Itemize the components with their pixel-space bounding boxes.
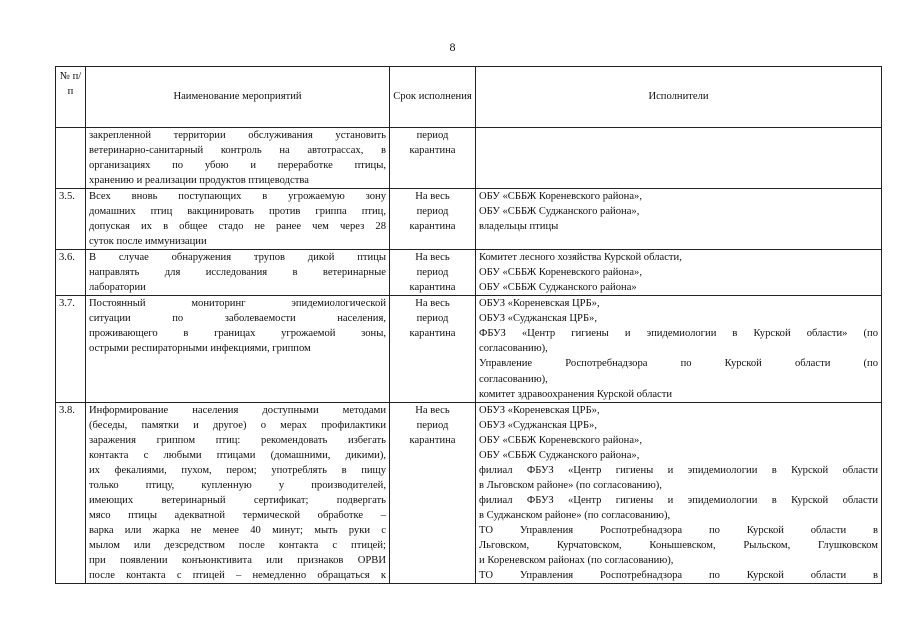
measure-term: [390, 189, 476, 250]
table-header-row: [56, 67, 882, 128]
executor-line: в Льговском районе» (по согласованию),: [479, 479, 662, 491]
measure-term-line: карантина: [409, 328, 456, 340]
measure-term-line: карантина: [409, 434, 456, 446]
measure-term-line: период: [416, 419, 449, 431]
measure-name: [86, 296, 390, 402]
measure-term-line: На весь: [415, 298, 450, 310]
executor-line: Управление Роспотребнадзора по Курской области (по: [479, 358, 878, 370]
executor-line: ФБУЗ «Центр гигиены и эпидемиологии в Курской области» (по: [479, 328, 878, 340]
measure-name: [86, 250, 390, 296]
measure-name-line: имеющих ветеринарный сертификат; подвергать: [89, 494, 386, 506]
measure-name-line: мылом или дезсредством после контакта с птицей;: [89, 539, 386, 551]
executor-line: ОБУ «СББЖ Кореневского района»,: [479, 434, 642, 446]
measure-term-line: На весь: [415, 404, 450, 416]
measure-executors: [476, 250, 882, 296]
measure-term: [390, 296, 476, 402]
measure-name-line: Информирование населения доступными методами: [89, 404, 386, 416]
executor-line: комитет здравоохранения Курской области: [479, 388, 673, 400]
executor-line: ОБУ «СББЖ Суджанского района»,: [479, 206, 640, 218]
measure-executors: [476, 189, 882, 250]
row-number: [56, 128, 86, 189]
measure-name-line: заражения гриппом птиц: рекомендовать избегать: [89, 434, 386, 446]
executor-line: ОБУЗ «Суджанская ЦРБ»,: [479, 313, 597, 325]
measure-name-line: допуская их в общее стадо не ранее чем через 28: [89, 221, 386, 233]
measure-name-line: контакта с любыми птицами (домашними, дикими),: [89, 449, 386, 461]
measure-term: [390, 250, 476, 296]
measure-term-line: период: [416, 313, 449, 325]
measure-name-line: (беседы, памятки и другое) о мерах профилактики: [89, 419, 386, 431]
executor-line: филиал ФБУЗ «Центр гигиены и эпидемиологии в Курской области: [479, 494, 878, 506]
measure-name-line: Постоянный мониторинг эпидемиологической: [89, 298, 386, 310]
measure-term: [390, 402, 476, 583]
measure-name-line: хранению и реализации продуктов птицеводства: [89, 175, 309, 187]
measure-term-line: карантина: [409, 145, 456, 157]
measure-name: [86, 402, 390, 583]
measure-name-line: направлять для исследования в ветеринарные: [89, 267, 386, 279]
measure-term-line: период: [416, 267, 449, 279]
measure-name-line: острыми респираторными инфекциями, гриппом: [89, 343, 311, 355]
measure-term-line: На весь: [415, 191, 450, 203]
table-row: [56, 189, 882, 250]
table-row: [56, 296, 882, 402]
measure-name-line: их фекалиями, пухом, пером; употреблять в пищу: [89, 464, 386, 476]
table-body: [56, 128, 882, 584]
measure-name-line: организациях по убою и переработке птицы,: [89, 160, 386, 172]
row-number: 3.7.: [56, 296, 86, 402]
executor-line: ОБУЗ «Суджанская ЦРБ»,: [479, 419, 597, 431]
measure-name-line: мясо птицы адекватной термической обработке –: [89, 509, 386, 521]
executor-line: ОБУ «СББЖ Суджанского района»,: [479, 449, 640, 461]
header-term: Срок исполнения: [390, 67, 476, 128]
measure-term-line: период: [416, 206, 449, 218]
executor-line: ТО Управления Роспотребнадзора по Курской области в: [479, 524, 878, 536]
measure-term-line: карантина: [409, 221, 456, 233]
executor-line: ОБУ «СББЖ Кореневского района»,: [479, 191, 642, 203]
measure-name-line: домашних птиц вакцинировать против гриппа птиц,: [89, 206, 386, 218]
executor-line: Комитет лесного хозяйства Курской области,: [479, 252, 682, 264]
measure-executors: [476, 402, 882, 583]
table-row: [56, 402, 882, 583]
measure-name-line: варка или жарка не менее 40 минут; мыть руки с: [89, 524, 386, 536]
measure-term: [390, 128, 476, 189]
table-row: [56, 250, 882, 296]
header-exec: Исполнители: [476, 67, 882, 128]
executor-line: ОБУЗ «Кореневская ЦРБ»,: [479, 298, 600, 310]
executor-line: ОБУ «СББЖ Кореневского района»,: [479, 267, 642, 279]
executor-line: Льговском, Курчатовском, Конышевском, Рыльском, Глушковском: [479, 539, 878, 551]
measure-name-line: Всех вновь поступающих в угрожаемую зону: [89, 191, 386, 203]
measure-name-line: при появлении конъюнктивита или признаков ОРВИ: [89, 554, 386, 566]
executor-line: ТО Управления Роспотребнадзора по Курской области в: [479, 569, 878, 581]
measure-name-line: проживающего в границах угрожаемой зоны,: [89, 328, 386, 340]
measure-name-line: только птицу, купленную у производителей,: [89, 479, 386, 491]
row-number: 3.6.: [56, 250, 86, 296]
executor-line: согласованию),: [479, 343, 548, 355]
measures-table: [55, 66, 882, 584]
measure-name: [86, 189, 390, 250]
row-number: 3.5.: [56, 189, 86, 250]
measure-name-line: ветеринарно-санитарный контроль на автотрассах, в: [89, 145, 386, 157]
measure-name-line: суток после иммунизации: [89, 236, 207, 248]
measure-executors: [476, 296, 882, 402]
executor-line: ОБУ «СББЖ Суджанского района»: [479, 282, 637, 294]
measure-name-line: лаборатории: [89, 282, 146, 294]
measure-term-line: период: [416, 130, 449, 141]
executor-line: в Суджанском районе» (по согласованию),: [479, 509, 671, 521]
measure-name-line: В случае обнаружения трупов дикой птицы: [89, 252, 386, 264]
row-number: 3.8.: [56, 402, 86, 583]
executor-line: филиал ФБУЗ «Центр гигиены и эпидемиологии в Курской области: [479, 464, 878, 476]
measure-term-line: На весь: [415, 252, 450, 264]
measure-name: [86, 128, 390, 189]
table-row: [56, 128, 882, 189]
measure-executors: [476, 128, 882, 189]
header-num: № п/п: [56, 67, 86, 128]
executor-line: согласованию),: [479, 373, 548, 385]
executor-line: ОБУЗ «Кореневская ЦРБ»,: [479, 404, 600, 416]
measure-name-line: закрепленной территории обслуживания установить: [89, 130, 386, 141]
page-number: 8: [449, 40, 456, 54]
measure-name-line: после контакта с птицей – немедленно обращаться к: [89, 569, 386, 581]
measure-term-line: карантина: [409, 282, 456, 294]
header-name: Наименование мероприятий: [86, 67, 390, 128]
executor-line: владельцы птицы: [479, 221, 559, 233]
executor-line: и Кореневском районах (по согласованию),: [479, 554, 674, 566]
measure-name-line: ситуации по заболеваемости населения,: [89, 313, 386, 325]
